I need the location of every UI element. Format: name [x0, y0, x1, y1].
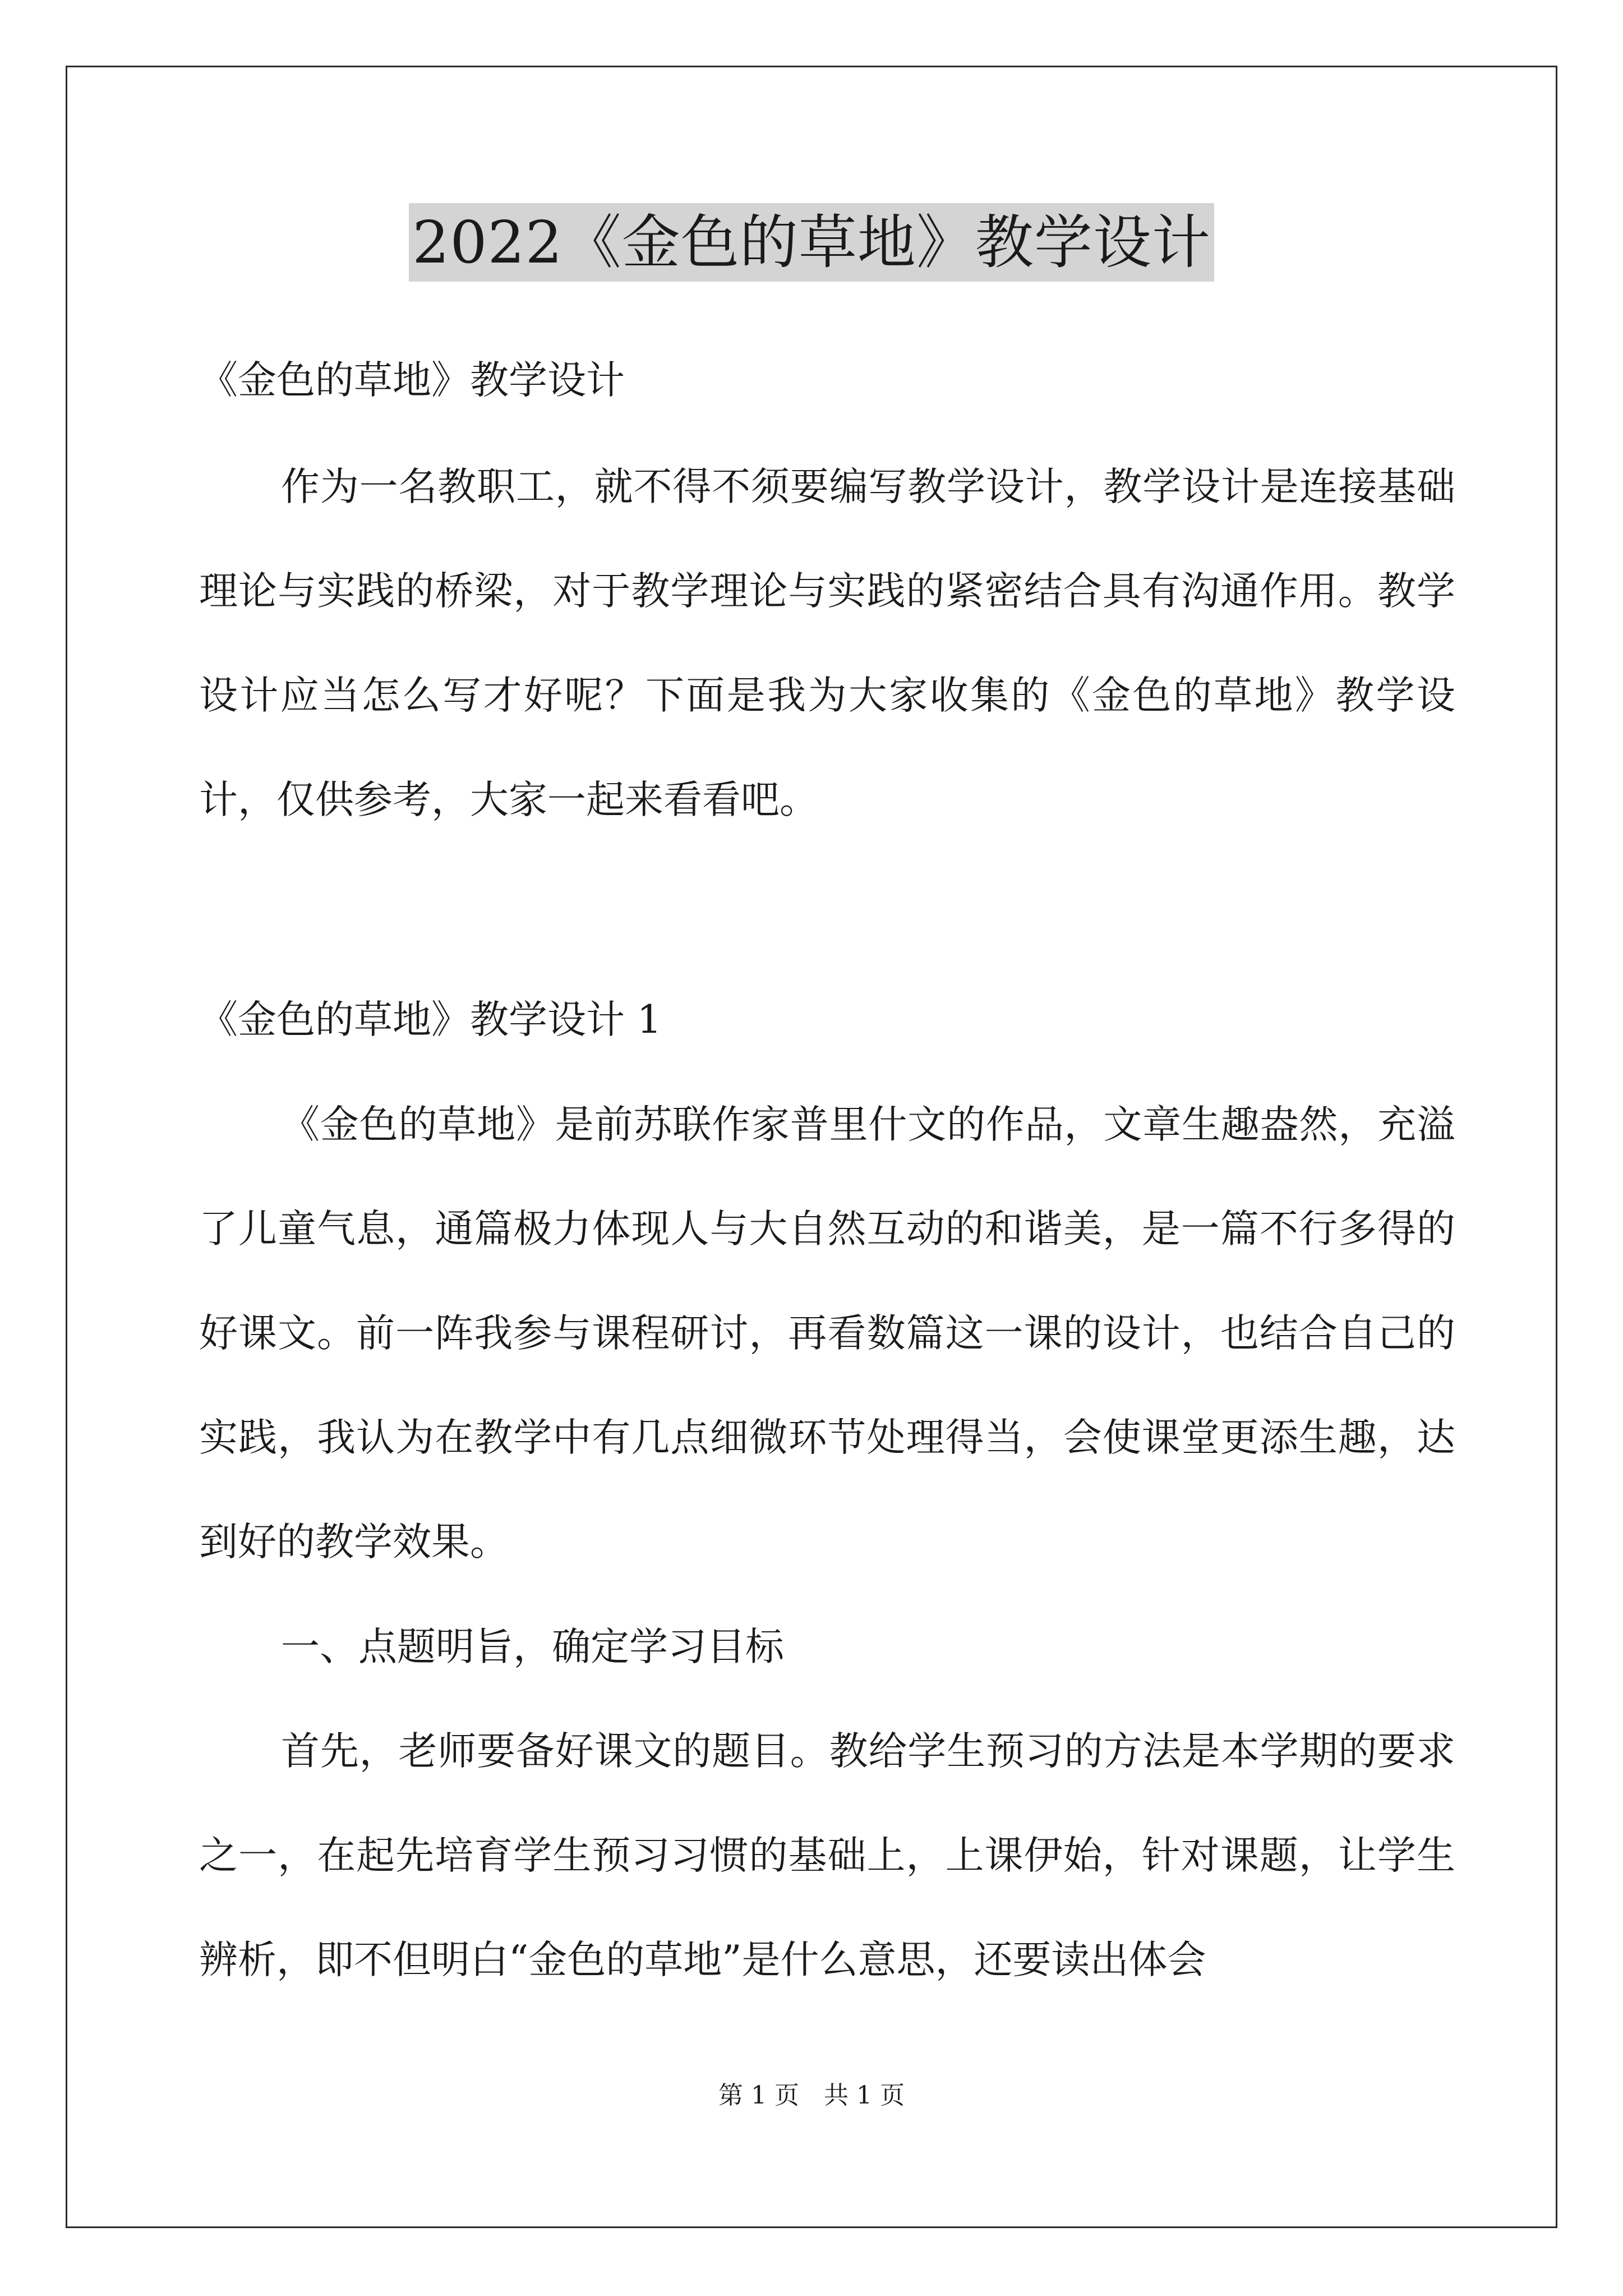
section-heading: 《金色的草地》教学设计 1: [199, 997, 662, 1042]
section-paragraph-2: 首先，老师要备好课文的题目。教给学生预习的方法是本学期的要求之一，在起先培育学生预习习惯的基础上，上课伊始，针对课题，让学生辨析，即不但明白“金色的草地”是什么意思，还要读出体会: [199, 1729, 1455, 1982]
section-paragraph-1: 《金色的草地》是前苏联作家普里什文的作品，文章生趣盎然，充溢了儿童气息，通篇极力体现人与大自然互动的和谐美，是一篇不行多得的好课文。前一阵我参与课程研讨，再看数篇这一课的设计，也结合自己的实践，我认为在教学中有几点细微环节处理得当，会使课堂更添生趣，达到好的教学效果。: [199, 1102, 1455, 1565]
intro-paragraph: 作为一名教职工，就不得不须要编写教学设计，教学设计是连接基础理论与实践的桥梁，对于教学理论与实践的紧密结合具有沟通作用。教学设计应当怎么写才好呢？下面是我为大家收集的《金色的草地》教学设计，仅供参考，大家一起来看看吧。: [199, 464, 1455, 822]
document-title: 2022《金色的草地》教学设计: [409, 203, 1214, 282]
section-subheading: 一、点题明旨，确定学习目标: [281, 1625, 784, 1669]
document-subtitle: 《金色的草地》教学设计: [199, 358, 625, 403]
page-footer: 第 1 页 共 1 页: [718, 2081, 905, 2110]
title-container: [0, 203, 1623, 282]
